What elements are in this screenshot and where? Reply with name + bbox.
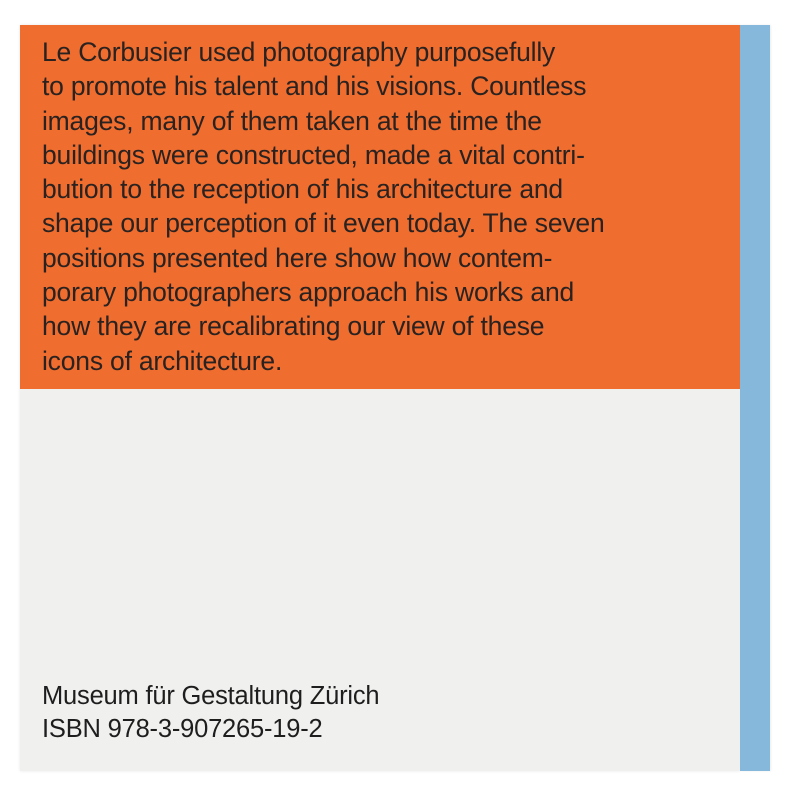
blurb-line: Le Corbusier used photography purposefully (42, 37, 556, 67)
blurb-line: images, many of them taken at the time the (42, 105, 542, 136)
book-spine-edge (740, 25, 770, 771)
blurb-line: buildings were constructed, made a vital contri- (42, 139, 585, 170)
blurb-line: porary photographers approach his works and (42, 277, 575, 308)
blurb-line: to promote his talent and his visions. Countless (42, 71, 587, 102)
blurb-line: icons of architecture. (42, 345, 283, 376)
imprint (42, 680, 379, 746)
blurb-line: how they are recalibrating our view of these (42, 311, 545, 342)
blurb-text (42, 35, 732, 378)
orange-text-panel (20, 25, 740, 389)
isbn-number: ISBN 978-3-907265-19-2 (42, 715, 323, 743)
blurb-line: shape our perception of it even today. The seven (42, 208, 605, 239)
book-back-cover (20, 25, 740, 771)
blurb-line: positions presented here show how contem- (42, 242, 553, 273)
publisher-name: Museum für Gestaltung Zürich (42, 682, 380, 710)
blurb-line: bution to the reception of his architecture and (42, 174, 563, 205)
